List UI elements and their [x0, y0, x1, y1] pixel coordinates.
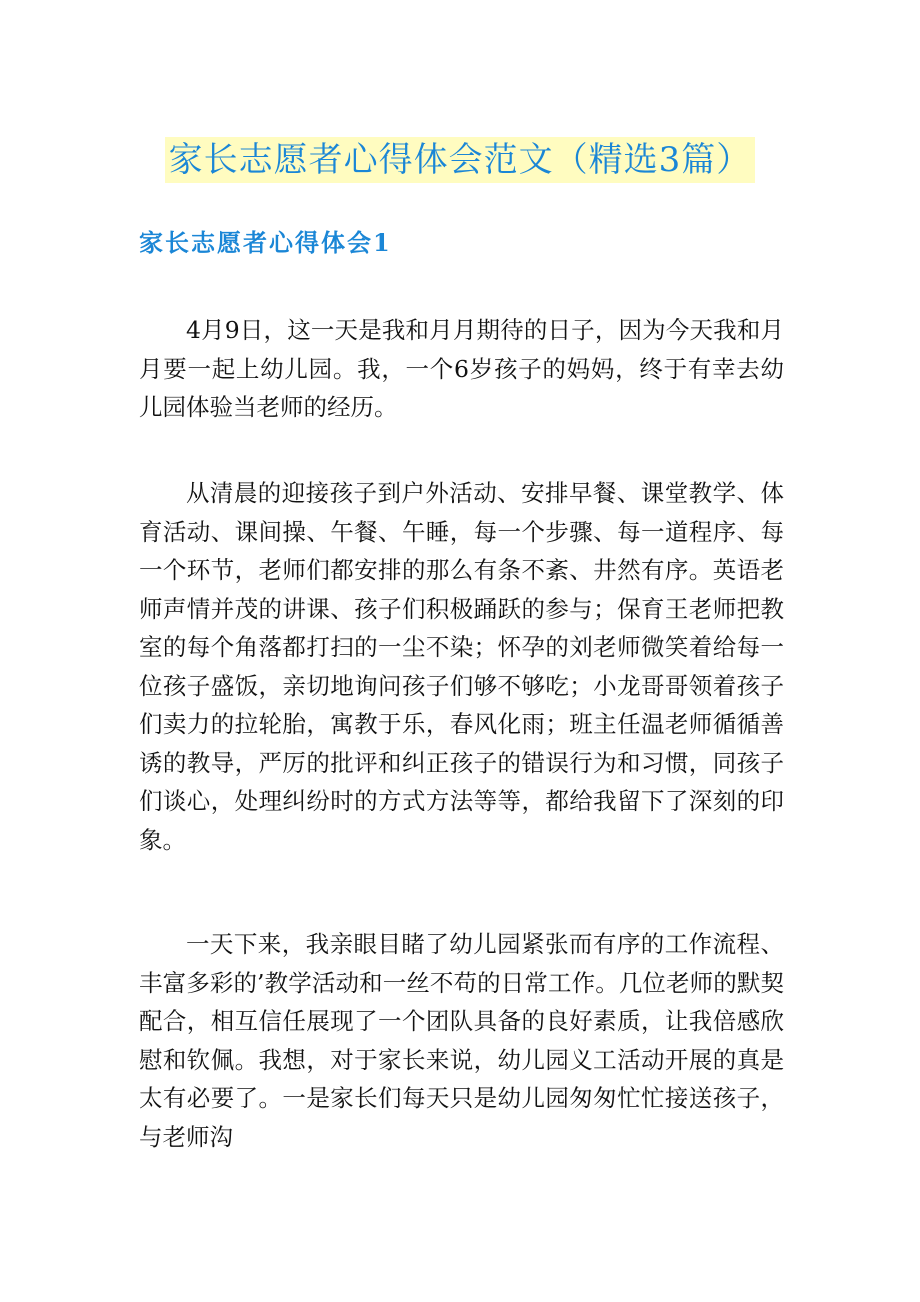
paragraph-2: 从清晨的迎接孩子到户外活动、安排早餐、课堂教学、体育活动、课间操、午餐、午睡，每一个步骤、每一道程序、每一个环节，老师们都安排的那么有条不紊、井然有序。英语老师声情并茂的讲课、孩子们积极踊跃的参与；保育王老师把教室的每个角落都打扫的一尘不染；怀孕的刘老师微笑着给每一位孩子盛饭，亲切地询问孩子们够不够吃；小龙哥哥领着孩子们卖力的拉轮胎，寓教于乐，春风化雨；班主任温老师循循善诱的教导，严厉的批评和纠正孩子的错误行为和习惯，同孩子们谈心，处理纠纷时的方式方法等等，都给我留下了深刻的印象。 [139, 479, 784, 854]
section-heading: 家长志愿者心得体会1 [139, 228, 392, 257]
document-title: 家长志愿者心得体会范文（精选3篇） [165, 137, 756, 183]
paragraph-1: 4月9日，这一天是我和月月期待的日子，因为今天我和月月要一起上幼儿园。我，一个6岁孩子的妈妈，终于有幸去幼儿园体验当老师的经历。 [139, 316, 784, 421]
paragraph-3: 一天下来，我亲眼目睹了幼儿园紧张而有序的工作流程、丰富多彩的’教学活动和一丝不苟的日常工作。几位老师的默契配合，相互信任展现了一个团队具备的良好素质，让我倍感欣慰和钦佩。我想，对于家长来说，幼儿园义工活动开展的真是太有必要了。一是家长们每天只是幼儿园匆匆忙忙接送孩子，与老师沟 [139, 930, 784, 1151]
title-container [0, 137, 920, 183]
